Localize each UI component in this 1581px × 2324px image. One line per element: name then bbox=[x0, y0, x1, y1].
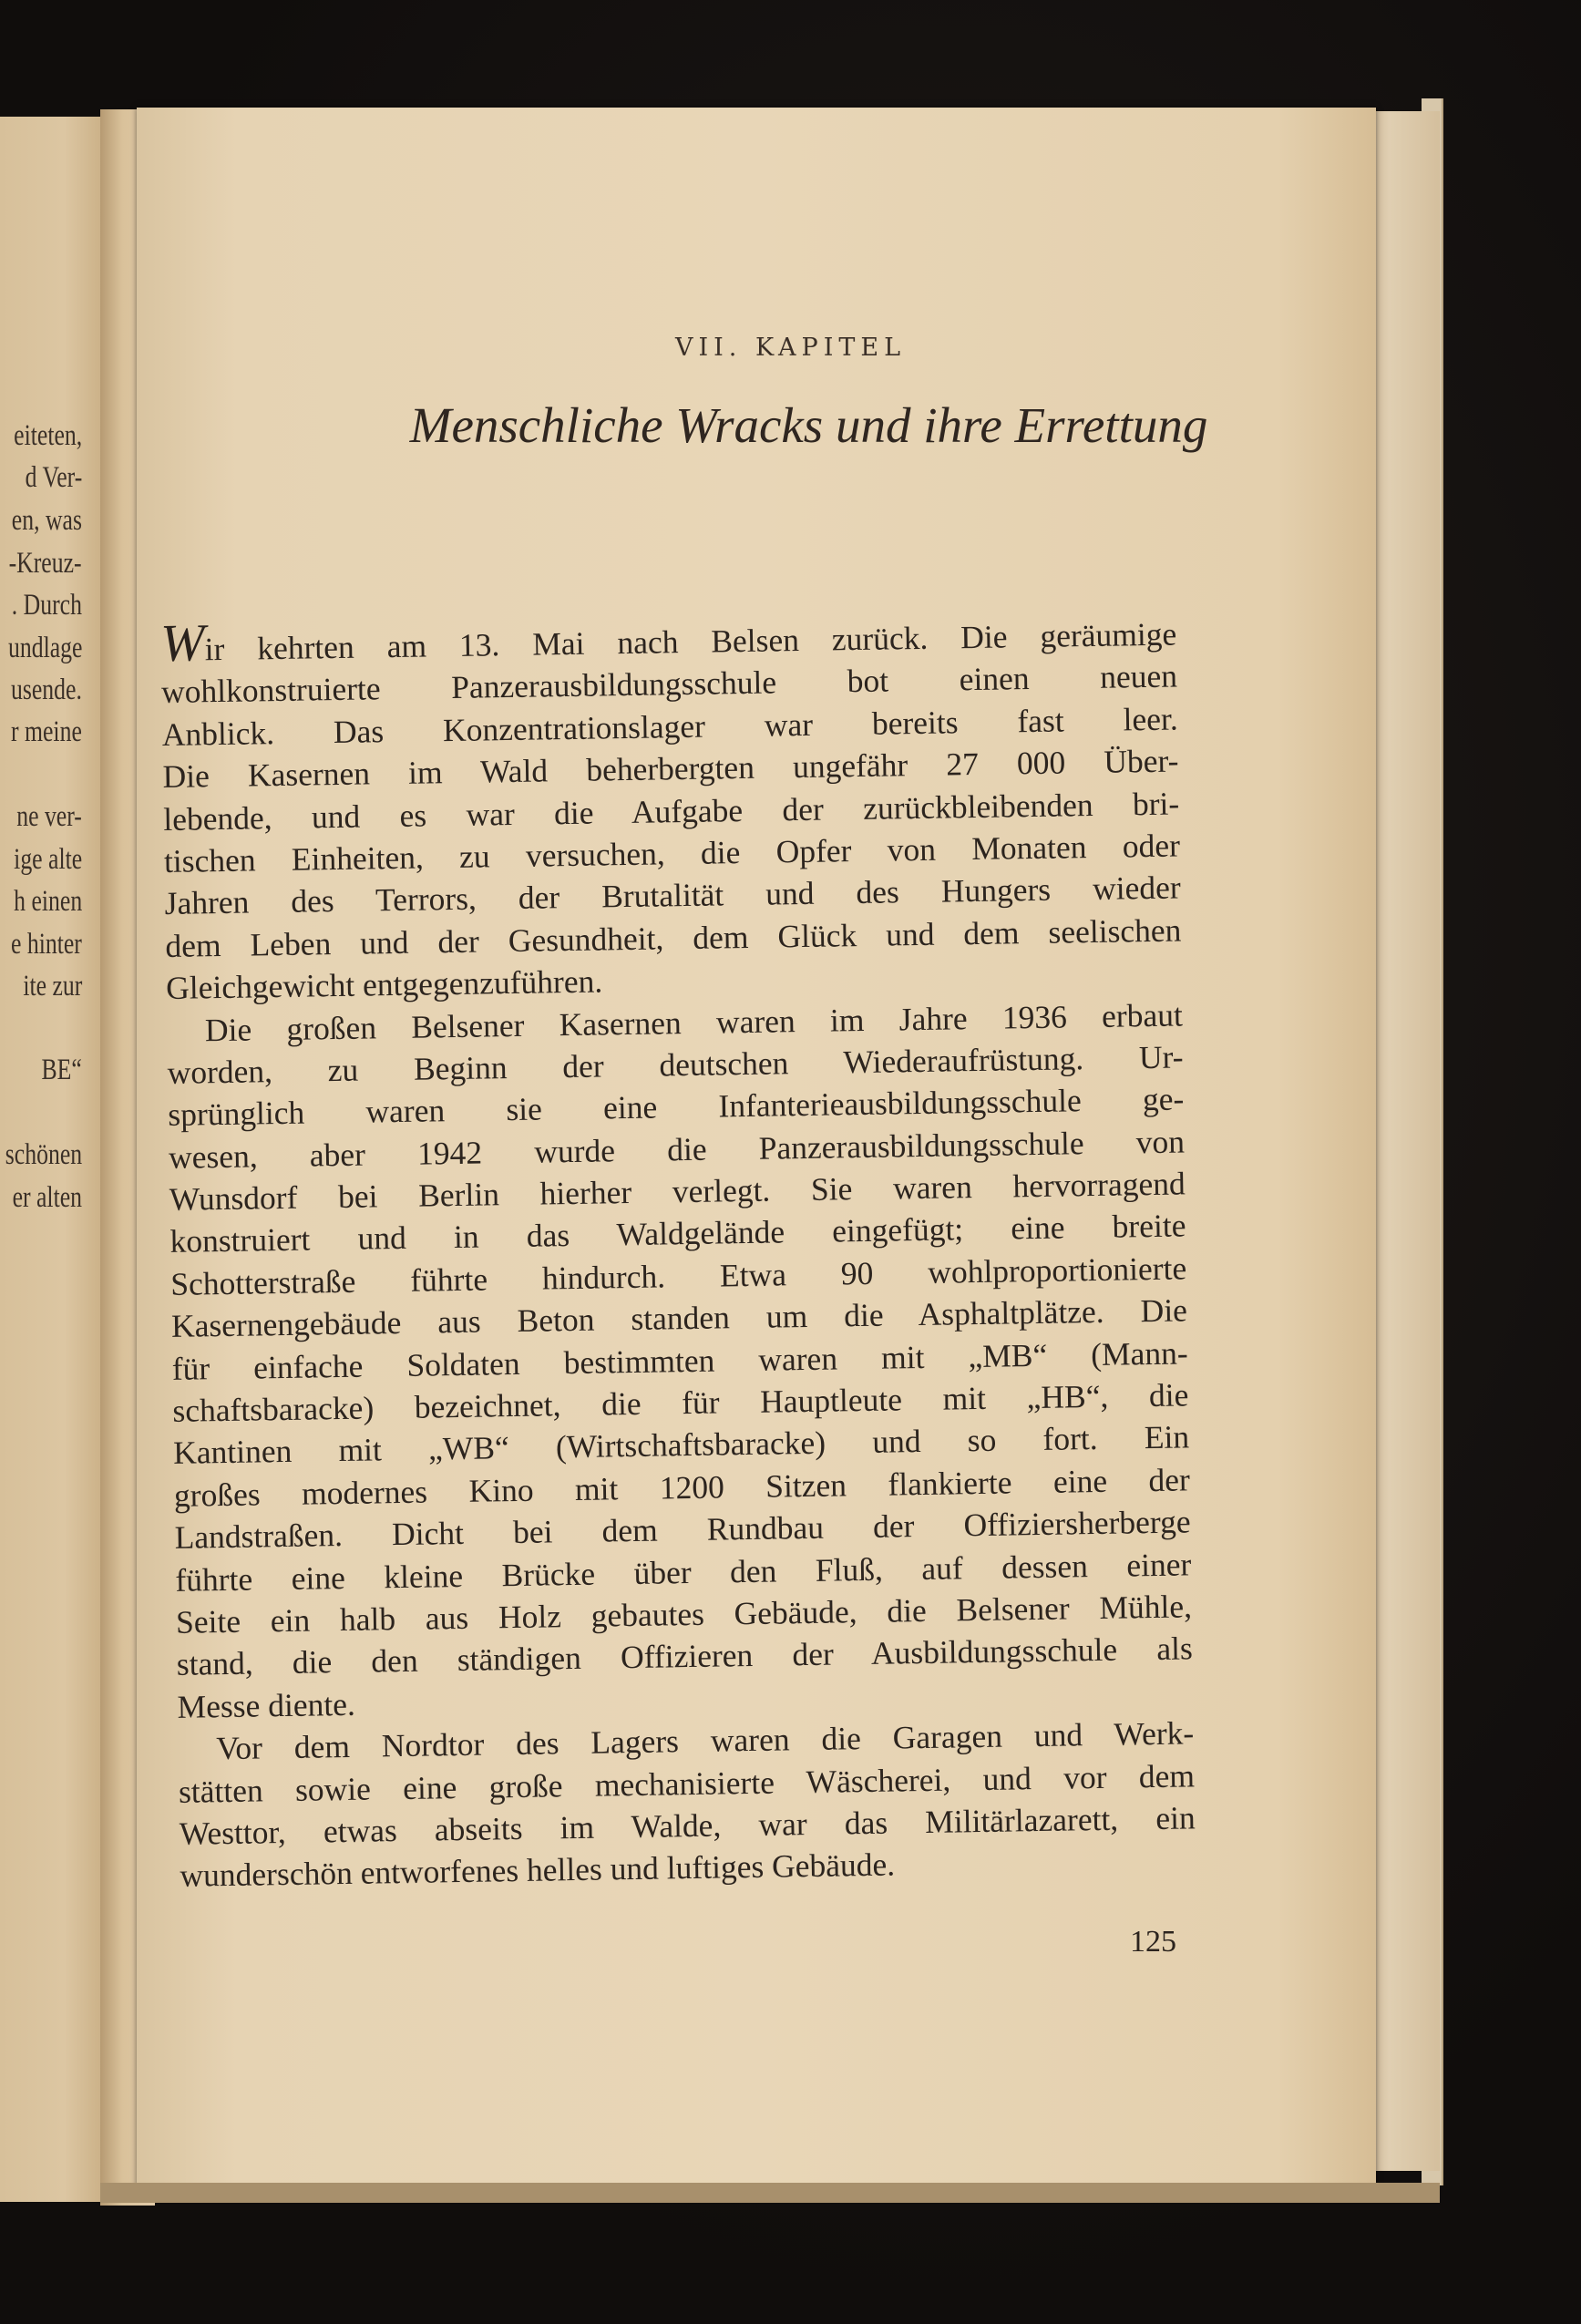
first-line-text: ir kehrten am 13. Mai nach Belsen zurück. Die geräumige bbox=[204, 615, 1177, 668]
previous-page-line: ite zur bbox=[22, 970, 82, 1003]
text-line: wohlkonstruierte Panzerausbildungsschule bot einen neuen bbox=[160, 657, 1178, 711]
previous-page-line: ne ver- bbox=[16, 800, 82, 833]
text-line: stätten sowie eine große mechanisierte Wäscherei, und vor dem bbox=[178, 1756, 1196, 1810]
previous-page-line: -Kreuz- bbox=[8, 547, 82, 580]
text-line: tischen Einheiten, zu versuchen, die Opfer von Monaten oder bbox=[163, 827, 1181, 879]
text-line: dem Leben und der Gesundheit, dem Glück und dem seelischen bbox=[165, 911, 1182, 964]
text-line: wunderschön entworfenes helles und luftiges Gebäude. bbox=[180, 1846, 896, 1895]
chapter-title: Menschliche Wracks und ihre Errettung bbox=[409, 397, 1208, 453]
text-line: stand, die den ständigen Offizieren der Ausbildungsschule als bbox=[176, 1630, 1194, 1683]
previous-page-line: ige alte bbox=[13, 843, 82, 876]
text-line: Schotterstraße führte hindurch. Etwa 90 wohlproportionierte bbox=[169, 1249, 1187, 1302]
previous-page-line: undlage bbox=[7, 632, 82, 664]
chapter-heading: VII. KAPITEL bbox=[674, 334, 907, 362]
text-line: Landstraßen. Dicht bei dem Rundbau der Offiziersherberge bbox=[174, 1503, 1191, 1557]
previous-page-line: . Durch bbox=[11, 589, 82, 622]
text-line: worden, zu Beginn der deutschen Wiederaufrüstung. Ur- bbox=[167, 1038, 1184, 1091]
text-line: Anblick. Das Konzentrationslager war bereits fast leer. bbox=[161, 700, 1178, 753]
text-line: Vor dem Nordtor des Lagers waren die Garagen und Werk- bbox=[215, 1714, 1195, 1767]
book-bottom-edge bbox=[100, 2183, 1440, 2203]
text-line: führte eine kleine Brücke über den Fluß, auf dessen einer bbox=[175, 1545, 1192, 1599]
text-line: konstruiert und in das Waldgelände eingefügt; eine breite bbox=[169, 1207, 1186, 1260]
text-line: Messe diente. bbox=[177, 1685, 356, 1725]
text-line: Die Kasernen im Wald beherbergten ungefähr 27 000 Über- bbox=[162, 742, 1179, 796]
text-line: großes modernes Kino mit 1200 Sitzen flankierte eine der bbox=[173, 1461, 1191, 1514]
previous-page-line: er alten bbox=[12, 1181, 82, 1214]
text-line: Seite ein halb aus Holz gebautes Gebäude, die Belsener Mühle, bbox=[175, 1588, 1193, 1640]
text-line: lebende, und es war die Aufgabe der zurückbleibenden bri- bbox=[162, 785, 1180, 838]
text-line: Gleichgewicht entgegenzuführen. bbox=[165, 962, 603, 1007]
text-line: Westtor, etwas abseits im Walde, war das Militärlazarett, ein bbox=[179, 1799, 1196, 1852]
text-line: für einfache Soldaten bestimmten waren mit „MB“ (Mann- bbox=[171, 1334, 1188, 1387]
previous-page-line: d Ver- bbox=[25, 461, 82, 494]
previous-page-line: eiteten, bbox=[13, 419, 82, 452]
text-line: Kantinen mit „WB“ (Wirtschaftsbaracke) und so fort. Ein bbox=[172, 1418, 1190, 1472]
previous-page-line: h einen bbox=[13, 885, 82, 918]
text-line: Jahren des Terrors, der Brutalität und des Hungers wieder bbox=[164, 869, 1181, 922]
previous-page-line: usende. bbox=[11, 674, 82, 706]
previous-page-line: schönen bbox=[5, 1138, 82, 1171]
previous-page-line: BE“ bbox=[41, 1054, 82, 1086]
text-line: Die großen Belsener Kasernen waren im Jahre 1936 erbaut bbox=[204, 995, 1184, 1048]
text-line: wesen, aber 1942 wurde die Panzerausbildungsschule von bbox=[168, 1123, 1186, 1176]
drop-cap: W bbox=[159, 612, 206, 673]
text-line: sprünglich waren sie eine Infanterieausbildungsschule ge- bbox=[168, 1080, 1185, 1134]
body-text bbox=[160, 612, 1196, 1897]
text-line: Wunsdorf bei Berlin hierher verlegt. Sie waren hervorragend bbox=[169, 1165, 1186, 1218]
previous-page-line: e hinter bbox=[11, 928, 82, 961]
text-line: schaftsbaracke) bezeichnet, die für Hauptleute mit „HB“, die bbox=[172, 1376, 1189, 1429]
previous-page-line: en, was bbox=[11, 504, 82, 537]
page-number: 125 bbox=[1130, 1925, 1176, 1959]
text-line: Kasernengebäude aus Beton standen um die Asphaltplätze. Die bbox=[170, 1291, 1188, 1345]
previous-page-line: r meine bbox=[11, 715, 82, 748]
